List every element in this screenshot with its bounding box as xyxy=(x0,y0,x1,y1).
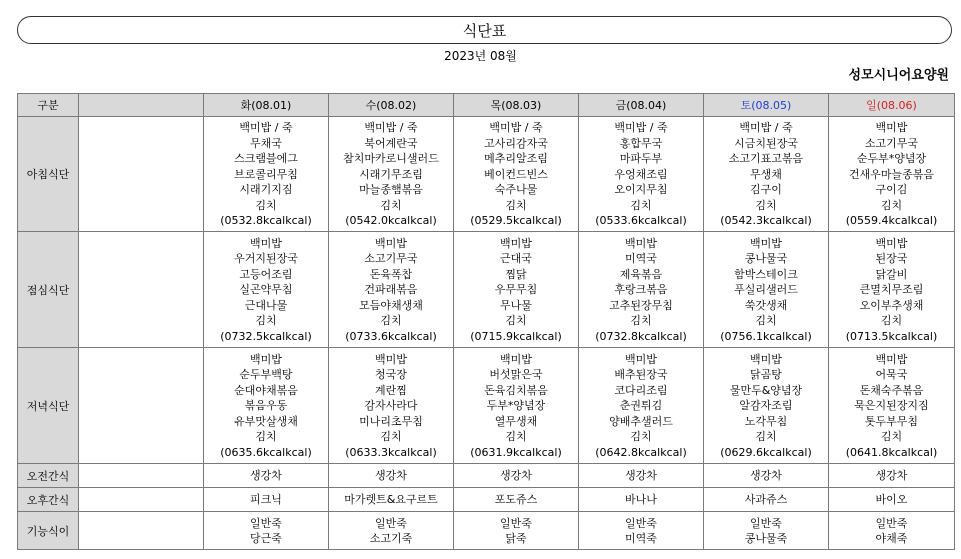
menu-item: 시래기지짐 xyxy=(239,183,293,197)
row-label: 오전간식 xyxy=(18,464,79,488)
menu-item: (0732.8kcalkcal) xyxy=(595,329,687,343)
blank-header xyxy=(79,94,204,117)
meal-cell xyxy=(579,488,704,512)
meal-cell xyxy=(704,117,829,232)
menu-item: 쑥갓생채 xyxy=(744,298,788,312)
menu-item: 무생채 xyxy=(750,167,782,181)
menu-item: (0732.5kcalkcal) xyxy=(220,329,312,343)
menu-item: 순두부백탕 xyxy=(239,368,293,382)
menu-item: 백미밥 / 죽 xyxy=(239,121,293,135)
menu-item: 톳두부무침 xyxy=(864,414,919,428)
menu-item: 일반죽 xyxy=(500,516,532,530)
menu-item: (0715.9kcalkcal) xyxy=(470,329,562,343)
day-header: 금(08.04) xyxy=(579,94,704,117)
meal-cell xyxy=(579,117,704,232)
menu-item: 김치 xyxy=(380,430,402,444)
menu-item: 건새우마늘종볶음 xyxy=(848,167,934,181)
menu-item: 백미밥 / 죽 xyxy=(614,121,668,135)
menu-item: 감자사라다 xyxy=(364,399,418,413)
meal-cell xyxy=(704,348,829,464)
menu-item: 찜닭 xyxy=(505,267,527,281)
menu-item: 백미밥 xyxy=(625,236,657,250)
menu-item: 당근죽 xyxy=(250,532,282,545)
dinner-row xyxy=(18,348,955,464)
menu-item: 노각무침 xyxy=(744,414,788,428)
menu-item: 백미밥 xyxy=(375,236,407,250)
meal-cell xyxy=(454,464,579,488)
lunch-row xyxy=(18,232,955,348)
menu-item: 소고기무국 xyxy=(364,252,418,266)
menu-item: (0629.6kcalkcal) xyxy=(720,445,812,459)
meal-cell xyxy=(329,464,454,488)
menu-item: 알감자조림 xyxy=(739,399,793,413)
menu-item: (0633.3kcalkcal) xyxy=(345,445,437,459)
menu-item: 후랑크볶음 xyxy=(614,283,668,297)
menu-item: 생강차 xyxy=(875,469,908,483)
menu-item: 오이지무침 xyxy=(614,183,668,197)
menu-item: 마가렛트&요구르트 xyxy=(344,493,438,507)
menu-item: 김치 xyxy=(255,198,277,212)
day-header: 수(08.02) xyxy=(329,94,454,117)
meal-cell xyxy=(204,232,329,348)
menu-item: 시래기무조림 xyxy=(359,167,423,181)
menu-item: 베이컨드빈스 xyxy=(484,167,548,181)
day-header-sunday: 일(08.06) xyxy=(829,94,955,117)
meal-cell xyxy=(204,464,329,488)
menu-item: (0559.4kcalkcal) xyxy=(845,214,938,228)
menu-item: 고등어조림 xyxy=(239,267,293,281)
meal-cell xyxy=(329,488,454,512)
menu-item: 스크램블에그 xyxy=(234,152,298,166)
menu-item: 김치 xyxy=(880,314,903,328)
menu-item: 일반죽 xyxy=(875,516,908,530)
corner-header: 구분 xyxy=(18,94,79,117)
menu-item: (0756.1kcalkcal) xyxy=(720,329,812,343)
menu-item: 일반죽 xyxy=(625,516,657,530)
menu-item: 구이김 xyxy=(875,183,908,197)
blank-cell xyxy=(79,348,204,464)
menu-item: (0641.8kcalkcal) xyxy=(845,445,938,459)
row-label: 오후간식 xyxy=(18,488,79,512)
menu-item: 우무무침 xyxy=(494,283,538,297)
menu-item: 우거지된장국 xyxy=(234,252,298,266)
blank-cell xyxy=(79,464,204,488)
menu-item: (0542.0kcalkcal) xyxy=(345,214,437,228)
menu-item: (0635.6kcalkcal) xyxy=(220,445,312,459)
menu-item: 함박스테이크 xyxy=(734,267,798,281)
menu-item: 백미밥 xyxy=(750,236,782,250)
menu-item: 코다리조림 xyxy=(614,383,668,397)
menu-item: 춘권튀김 xyxy=(619,399,663,413)
day-header: 화(08.01) xyxy=(204,94,329,117)
menu-item: 백미밥 xyxy=(250,236,282,250)
header-row xyxy=(18,94,955,117)
menu-item: 사과쥬스 xyxy=(744,493,788,507)
menu-item: 어묵국 xyxy=(875,368,908,382)
row-label: 아침식단 xyxy=(18,117,79,232)
menu-item: 모듬야채생채 xyxy=(359,298,423,312)
meal-cell xyxy=(204,117,329,232)
page-title: 식단표 xyxy=(462,21,507,40)
menu-item: 일반죽 xyxy=(250,516,282,530)
menu-item: 일반죽 xyxy=(375,516,407,530)
meal-cell xyxy=(704,464,829,488)
menu-item: 김치 xyxy=(380,198,402,212)
meal-cell xyxy=(204,512,329,550)
menu-item: 유부맛살생채 xyxy=(234,414,298,428)
menu-item: 묵은지된장지짐 xyxy=(854,399,929,413)
day-header-saturday: 토(08.05) xyxy=(704,94,829,117)
menu-item: 닭죽 xyxy=(505,532,527,545)
menu-item: 오이부추생채 xyxy=(859,298,924,312)
menu-item: 김치 xyxy=(630,430,652,444)
meal-cell xyxy=(704,488,829,512)
meal-cell xyxy=(329,117,454,232)
menu-item: 건파래볶음 xyxy=(364,283,418,297)
menu-item: 김치 xyxy=(505,198,527,212)
menu-item: 버섯맑은국 xyxy=(489,368,543,382)
menu-item: (0631.9kcalkcal) xyxy=(470,445,562,459)
menu-item: 순두부*양념장 xyxy=(856,152,927,166)
menu-item: 미나리초무침 xyxy=(359,414,423,428)
meal-cell xyxy=(829,464,955,488)
menu-item: 김치 xyxy=(755,198,777,212)
meal-cell xyxy=(329,512,454,550)
menu-item: 푸실리샐러드 xyxy=(734,283,798,297)
menu-item: 김치 xyxy=(380,314,402,328)
menu-item: 볶음우동 xyxy=(244,399,288,413)
menu-item: 백미밥 xyxy=(375,352,407,366)
meal-cell xyxy=(329,348,454,464)
menu-item: 참치마카로니샐러드 xyxy=(343,152,439,166)
menu-item: 생강차 xyxy=(750,469,782,483)
meal-cell xyxy=(579,232,704,348)
menu-item: 소고기표고볶음 xyxy=(728,152,804,166)
menu-item: 두부*양념장 xyxy=(486,399,546,413)
blank-cell xyxy=(79,232,204,348)
menu-item: (0533.6kcalkcal) xyxy=(595,214,687,228)
menu-item: 청국장 xyxy=(375,368,407,382)
menu-item: 바이오 xyxy=(875,493,908,507)
menu-item: 돈채숙주볶음 xyxy=(859,383,924,397)
menu-item: (0713.5kcalkcal) xyxy=(845,329,938,343)
menu-item: 김치 xyxy=(255,314,277,328)
menu-item: 김구이 xyxy=(750,183,782,197)
menu-item: 계란찜 xyxy=(375,383,407,397)
meal-cell xyxy=(454,117,579,232)
menu-item: 백미밥 xyxy=(750,352,782,366)
menu-item: 야채죽 xyxy=(875,532,908,545)
blank-cell xyxy=(79,488,204,512)
menu-item: 백미밥 xyxy=(500,352,532,366)
menu-item: 배추된장국 xyxy=(614,368,668,382)
menu-item: 미역국 xyxy=(625,252,657,266)
menu-item: (0642.8kcalkcal) xyxy=(595,445,687,459)
menu-item: 일반죽 xyxy=(750,516,782,530)
meal-cell xyxy=(829,232,955,348)
meal-cell xyxy=(829,488,955,512)
menu-item: (0542.3kcalkcal) xyxy=(720,214,812,228)
meal-cell xyxy=(704,512,829,550)
menu-item: 홍합무국 xyxy=(619,136,663,150)
menu-item: 김치 xyxy=(880,198,903,212)
blank-cell xyxy=(79,512,204,550)
menu-item: 콩나물죽 xyxy=(744,532,788,545)
menu-item: 물만두&양념장 xyxy=(729,383,803,397)
menu-item: 백미밥 xyxy=(875,352,908,366)
menu-item: 미역죽 xyxy=(625,532,657,545)
menu-item: 고사리감자국 xyxy=(484,136,548,150)
meal-cell xyxy=(829,348,955,464)
menu-item: 마늘종햄볶음 xyxy=(359,183,423,197)
menu-item: 북어계란국 xyxy=(364,136,418,150)
meal-cell xyxy=(329,232,454,348)
menu-item: 백미밥 / 죽 xyxy=(489,121,543,135)
meal-cell xyxy=(829,117,955,232)
menu-item: 김치 xyxy=(630,314,652,328)
row-label: 저녁식단 xyxy=(18,348,79,464)
menu-item: 돈육폭찹 xyxy=(369,267,413,281)
title-box xyxy=(17,16,952,44)
breakfast-row xyxy=(18,117,955,232)
meal-cell xyxy=(704,232,829,348)
menu-item: 생강차 xyxy=(500,469,532,483)
menu-item: 김치 xyxy=(630,198,652,212)
menu-item: 실곤약무침 xyxy=(239,283,293,297)
menu-item: 김치 xyxy=(255,430,277,444)
meal-cell xyxy=(829,512,955,550)
afternoon-snack-row xyxy=(18,488,955,512)
menu-item: 백미밥 / 죽 xyxy=(364,121,418,135)
menu-item: 열무생채 xyxy=(494,414,538,428)
menu-item: 무채국 xyxy=(250,136,282,150)
menu-item: 소고기죽 xyxy=(369,532,413,545)
menu-item: 무나물 xyxy=(500,298,532,312)
menu-item: 닭곰탕 xyxy=(750,368,782,382)
menu-item: 숙주나물 xyxy=(494,183,538,197)
menu-item: 김치 xyxy=(880,430,903,444)
menu-item: 우엉채조림 xyxy=(614,167,668,181)
menu-item: 시금치된장국 xyxy=(734,136,798,150)
meal-cell xyxy=(204,348,329,464)
menu-item: 소고기무국 xyxy=(864,136,919,150)
menu-item: 김치 xyxy=(505,314,527,328)
menu-item: 생강차 xyxy=(375,469,407,483)
menu-item: 제육볶음 xyxy=(619,267,663,281)
menu-item: 생강차 xyxy=(625,469,657,483)
meal-cell xyxy=(454,348,579,464)
menu-item: 백미밥 / 죽 xyxy=(739,121,793,135)
meal-cell xyxy=(579,464,704,488)
menu-item: 근대국 xyxy=(500,252,532,266)
menu-item: 백미밥 xyxy=(250,352,282,366)
menu-item: 양배추샐러드 xyxy=(609,414,673,428)
menu-item: 김치 xyxy=(505,430,527,444)
menu-item: 순대야채볶음 xyxy=(234,383,298,397)
day-header: 목(08.03) xyxy=(454,94,579,117)
menu-item: 피크닉 xyxy=(250,493,282,507)
menu-item: (0733.6kcalkcal) xyxy=(345,329,437,343)
menu-item: 백미밥 xyxy=(875,121,908,135)
menu-item: 백미밥 xyxy=(625,352,657,366)
menu-item: 큰멸치무조림 xyxy=(859,283,924,297)
meal-cell xyxy=(454,232,579,348)
morning-snack-row xyxy=(18,464,955,488)
meal-cell xyxy=(579,348,704,464)
menu-item: 김치 xyxy=(755,430,777,444)
menu-item: (0532.8kcalkcal) xyxy=(220,214,312,228)
menu-item: 바나나 xyxy=(625,493,657,507)
menu-item: 브로콜리무침 xyxy=(234,167,298,181)
menu-item: 콩나물국 xyxy=(744,252,788,266)
menu-item: 고추된장무침 xyxy=(609,298,673,312)
organization-name: 성모시니어요양원 xyxy=(848,68,949,83)
menu-item: 메추리알조림 xyxy=(484,152,548,166)
meal-table xyxy=(17,93,955,550)
blank-cell xyxy=(79,117,204,232)
row-label: 점심식단 xyxy=(18,232,79,348)
menu-item: 마파두부 xyxy=(619,152,663,166)
period-label: 2023년 08월 xyxy=(444,49,517,63)
menu-item: 생강차 xyxy=(250,469,282,483)
meal-cell xyxy=(204,488,329,512)
menu-item: 근대나물 xyxy=(244,298,288,312)
menu-item: 김치 xyxy=(755,314,777,328)
functional-diet-row xyxy=(18,512,955,550)
row-label: 기능식이 xyxy=(18,512,79,550)
menu-item: 된장국 xyxy=(875,252,908,266)
meal-cell xyxy=(454,488,579,512)
menu-item: 돈육김치볶음 xyxy=(484,383,548,397)
menu-item: 포도쥬스 xyxy=(494,493,538,507)
meal-cell xyxy=(579,512,704,550)
menu-item: 백미밥 xyxy=(500,236,532,250)
meal-cell xyxy=(454,512,579,550)
menu-item: (0529.5kcalkcal) xyxy=(470,214,562,228)
menu-item: 백미밥 xyxy=(875,236,908,250)
menu-item: 닭갈비 xyxy=(875,267,908,281)
